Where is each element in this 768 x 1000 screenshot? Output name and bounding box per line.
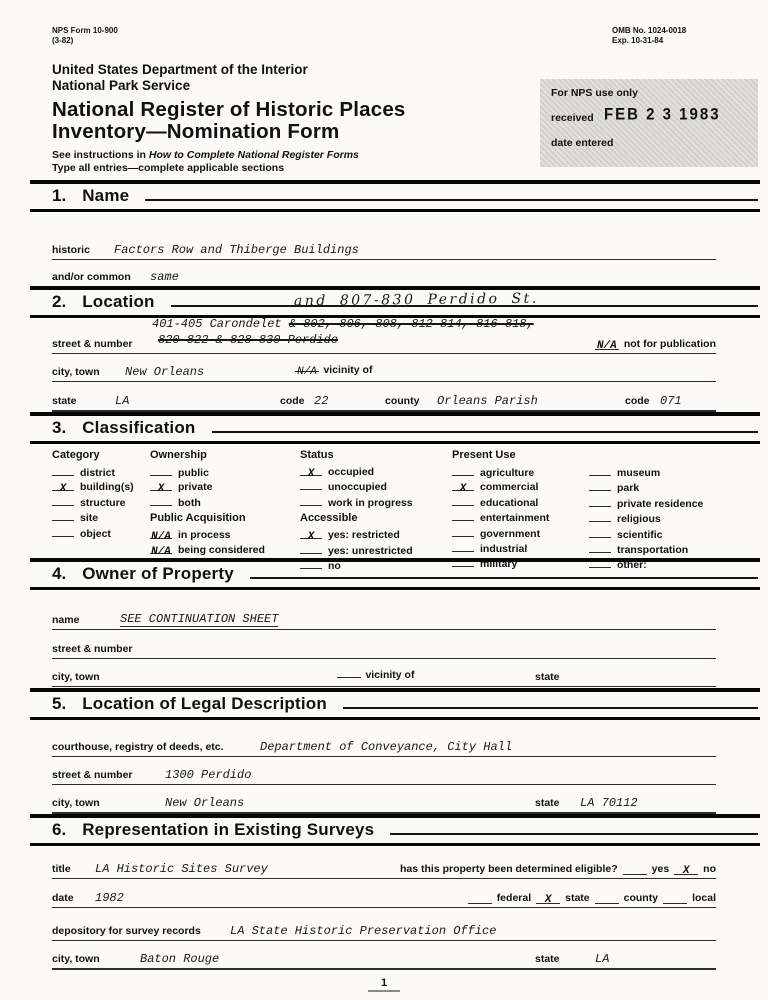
- option-label: private: [178, 481, 213, 494]
- accessible-yes-restricted: [300, 528, 413, 542]
- present-use-title: Present Use: [452, 449, 516, 461]
- heading-rule: [250, 577, 758, 579]
- ownership-public: [150, 465, 265, 480]
- form-number: [52, 26, 118, 46]
- checkbox-blank: [300, 495, 322, 506]
- street-struck-text-1: & 802, 806, 808, 812-814, 816-818,: [288, 317, 534, 331]
- checkbox-blank: [589, 496, 611, 507]
- status-work-in-progress: [300, 495, 413, 510]
- option-label: public: [178, 467, 209, 479]
- checkbox-blank: [150, 543, 172, 558]
- survey-date-label: date: [52, 892, 74, 904]
- status-unoccupied: [300, 479, 413, 494]
- form-title: [52, 99, 406, 143]
- section-1-heading: [30, 180, 760, 212]
- checkbox-blank: [150, 465, 172, 476]
- owner-name-label: name: [52, 614, 80, 626]
- option-label: unoccupied: [328, 481, 387, 494]
- check-mark: X: [59, 483, 67, 496]
- option-label: both: [178, 496, 201, 509]
- depository-value: LA State Historic Preservation Office: [230, 924, 497, 938]
- section-3-number: 3.: [52, 418, 67, 437]
- option-label: private residence: [617, 497, 704, 510]
- department-name: United States Department of the Interior: [52, 62, 308, 77]
- vicinity-mark: N/A: [297, 366, 317, 378]
- checkbox-blank: [589, 542, 611, 553]
- ownership-private: [150, 480, 265, 494]
- page-number: [0, 977, 768, 989]
- use-religious: [589, 511, 703, 526]
- owner-name-value: SEE CONTINUATION SHEET: [120, 612, 279, 626]
- public-acquisition-title: Public Acquisition: [150, 512, 246, 525]
- survey-state-value: LA: [595, 952, 610, 966]
- date-entered-label: date entered: [551, 137, 614, 149]
- omb-line2: Exp. 10-31-84: [612, 36, 664, 45]
- option-label: religious: [617, 513, 661, 526]
- courthouse-value: Department of Conveyance, City Hall: [260, 740, 513, 754]
- legal-state-value: LA 70112: [580, 796, 638, 810]
- page-number-value: 1: [368, 977, 400, 992]
- use-educational: [452, 495, 589, 510]
- section-4-heading: [30, 558, 760, 590]
- legal-city-row: [52, 790, 716, 814]
- state-mark: X: [544, 894, 552, 906]
- status-column: [300, 448, 413, 573]
- use-private-residence: [589, 496, 703, 511]
- state-value: LA: [115, 394, 130, 408]
- instructions-prefix: See instructions in: [52, 149, 149, 161]
- checkbox-blank: [452, 465, 474, 476]
- acquisition-in-process: [150, 528, 265, 542]
- ownership-title: Ownership: [150, 449, 207, 461]
- street-struck-text-2: 820-822 & 828-830 Perdido: [158, 333, 339, 347]
- use-entertainment: [452, 510, 589, 525]
- owner-city-label: city, town: [52, 671, 100, 683]
- historic-label: historic: [52, 244, 90, 256]
- courthouse-row: [52, 734, 716, 757]
- checkbox-blank: [150, 495, 172, 506]
- checkbox-blank: [300, 528, 322, 544]
- section-1-number: 1.: [52, 186, 67, 205]
- option-label: no: [328, 560, 341, 573]
- common-name-value: same: [150, 270, 179, 284]
- ownership-both: [150, 495, 265, 510]
- state-blank: [536, 892, 560, 904]
- state-code-value: 22: [314, 394, 329, 408]
- status-occupied: [300, 465, 413, 479]
- category-object: [52, 526, 134, 541]
- federal-label: federal: [496, 892, 532, 904]
- use-industrial: [452, 541, 589, 556]
- section-6-number: 6.: [52, 820, 67, 839]
- form-number-line1: NPS Form 10-900: [52, 26, 118, 35]
- owner-street-row: [52, 636, 716, 659]
- historic-value: Factors Row and Thiberge Buildings: [114, 243, 359, 257]
- option-label: work in progress: [328, 496, 413, 509]
- agency-block: [52, 62, 308, 94]
- checkbox-blank: [52, 526, 74, 537]
- omb-line1: OMB No. 1024-0018: [612, 26, 687, 35]
- depository-label: depository for survey records: [52, 925, 201, 937]
- option-label: being considered: [178, 543, 265, 556]
- instructions-line2: Type all entries—complete applicable sections: [52, 162, 285, 174]
- section-3-title: Classification: [82, 418, 196, 437]
- county-label: county: [385, 395, 420, 407]
- form-title-line2: Inventory—Nomination Form: [52, 120, 340, 143]
- use-transportation: [589, 542, 703, 557]
- eligible-group: [400, 863, 716, 875]
- section-1-title: Name: [82, 186, 130, 205]
- owner-vicinity-label: vicinity of: [365, 669, 415, 681]
- category-title: Category: [52, 449, 100, 461]
- category-column: [52, 448, 134, 541]
- depository-row: [52, 918, 716, 941]
- owner-vicinity-blank: [337, 666, 361, 678]
- county-code-value: 071: [660, 394, 682, 408]
- instructions-line1: [52, 149, 359, 162]
- eligible-yes-blank: [623, 863, 647, 875]
- checkbox-blank: [589, 527, 611, 538]
- street-number-row: [52, 317, 716, 354]
- option-label: site: [80, 512, 99, 525]
- survey-title-value: LA Historic Sites Survey: [95, 862, 268, 876]
- option-label: museum: [617, 467, 661, 479]
- checkbox-blank: [52, 495, 74, 506]
- city-town-value: New Orleans: [125, 365, 205, 379]
- checkbox-blank: [452, 541, 474, 552]
- use-agriculture: [452, 465, 589, 480]
- common-name-label: and/or common: [52, 271, 131, 283]
- state-label: state: [52, 395, 77, 407]
- section-5-title: Location of Legal Description: [82, 694, 327, 713]
- checkbox-blank: [150, 528, 172, 544]
- checkbox-blank: [452, 480, 474, 496]
- not-for-publication-label: not for publication: [623, 338, 716, 350]
- check-mark: X: [307, 468, 315, 480]
- section-4-title: Owner of Property: [82, 564, 234, 583]
- received-label: received: [551, 112, 594, 124]
- section-4-number: 4.: [52, 564, 67, 583]
- status-title: Status: [300, 449, 334, 461]
- heading-rule: [390, 833, 758, 835]
- county-level-label: county: [623, 892, 659, 904]
- survey-city-row: [52, 946, 716, 970]
- form-number-line2: (3-82): [52, 36, 74, 45]
- section-2-title: Location: [82, 292, 155, 311]
- form-title-line1: National Register of Historic Places: [52, 98, 406, 121]
- option-label: building(s): [80, 481, 134, 494]
- county-blank: [595, 892, 619, 904]
- state-code-label: code: [280, 395, 305, 407]
- checkbox-blank: [52, 480, 74, 496]
- street-kept-text: 401-405 Carondelet: [152, 317, 289, 331]
- owner-city-row: [52, 664, 716, 687]
- local-label: local: [692, 892, 716, 904]
- state-level-label: state: [565, 892, 590, 904]
- checkbox-blank: [589, 511, 611, 522]
- section-3-heading: [30, 412, 760, 444]
- checkbox-blank: [589, 465, 611, 476]
- option-label: district: [80, 467, 116, 479]
- option-label: yes: restricted: [328, 529, 400, 542]
- checkbox-blank: [589, 480, 611, 491]
- not-for-publication-group: [595, 338, 716, 350]
- check-mark: X: [157, 483, 165, 496]
- use-scientific: [589, 527, 703, 542]
- check-mark: X: [459, 483, 467, 496]
- option-label: transportation: [617, 544, 689, 557]
- federal-blank: [468, 892, 492, 904]
- survey-title-label: title: [52, 863, 71, 875]
- owner-name-row: [52, 607, 716, 630]
- acquisition-being-considered: [150, 543, 265, 557]
- legal-city-value: New Orleans: [165, 796, 245, 810]
- vicinity-label: vicinity of: [323, 364, 373, 376]
- check-mark: N/A: [151, 531, 171, 544]
- instructions-booklet-title: How to Complete National Register Forms: [148, 149, 359, 161]
- use-museum: [589, 465, 703, 480]
- category-site: [52, 510, 134, 525]
- agency-name: National Park Service: [52, 78, 191, 93]
- not-for-publication-mark: N/A: [596, 340, 617, 352]
- option-label: educational: [480, 496, 539, 509]
- checkbox-blank: [150, 480, 172, 496]
- checkbox-blank: [452, 495, 474, 506]
- section-6-heading: [30, 814, 760, 846]
- survey-date-value: 1982: [95, 891, 124, 905]
- legal-street-label: street & number: [52, 769, 133, 781]
- ownership-column: [150, 448, 265, 557]
- legal-city-label: city, town: [52, 797, 100, 809]
- survey-city-label: city, town: [52, 953, 100, 965]
- heading-rule: [343, 707, 758, 709]
- option-label: occupied: [328, 466, 375, 478]
- option-label: industrial: [480, 543, 528, 556]
- county-code-label: code: [625, 395, 650, 407]
- heading-rule: [212, 431, 758, 433]
- option-label: in process: [178, 529, 231, 542]
- present-use-col2: [589, 465, 703, 573]
- section-6-title: Representation in Existing Surveys: [82, 820, 375, 839]
- check-mark: X: [307, 531, 315, 544]
- checkbox-blank: [52, 465, 74, 476]
- legal-street-row: [52, 762, 716, 785]
- eligible-question: has this property been determined eligible?: [400, 863, 618, 875]
- heading-rule: [145, 199, 758, 201]
- option-label: park: [617, 482, 640, 495]
- checkbox-blank: [300, 465, 322, 480]
- option-label: entertainment: [480, 512, 550, 525]
- common-name-row: [52, 264, 716, 287]
- option-label: other:: [617, 559, 647, 572]
- owner-vicinity-group: [337, 665, 414, 683]
- use-park: [589, 480, 703, 495]
- option-label: object: [80, 527, 111, 540]
- eligible-yes-label: yes: [651, 863, 670, 875]
- not-for-publication-blank: [595, 338, 619, 350]
- category-district: [52, 465, 134, 480]
- use-government: [452, 526, 589, 541]
- local-blank: [663, 892, 687, 904]
- category-buildings: [52, 480, 134, 494]
- option-label: military: [480, 558, 518, 571]
- accessible-title: Accessible: [300, 512, 358, 525]
- city-town-row: [52, 359, 716, 382]
- survey-state-label: state: [535, 953, 560, 965]
- checkbox-blank: [452, 526, 474, 537]
- handwritten-address-correction: and 807-830 Perdido St.: [293, 290, 539, 310]
- state-county-row: [52, 388, 716, 412]
- courthouse-label: courthouse, registry of deeds, etc.: [52, 741, 224, 753]
- use-commercial: [452, 480, 589, 494]
- city-town-label: city, town: [52, 366, 100, 378]
- street-number-label: street & number: [52, 338, 133, 350]
- eligible-no-mark: X: [682, 865, 690, 877]
- historic-name-row: [52, 237, 716, 260]
- survey-city-value: Baton Rouge: [140, 952, 220, 966]
- nps-use-only-box: [540, 79, 758, 167]
- vicinity-group: [295, 360, 372, 378]
- owner-state-label: state: [535, 671, 560, 683]
- street-number-value-line1: [152, 317, 534, 331]
- survey-title-row: [52, 856, 716, 879]
- option-label: agriculture: [480, 467, 535, 479]
- omb-number: [612, 26, 686, 46]
- legal-street-value: 1300 Perdido: [165, 768, 252, 782]
- section-5-number: 5.: [52, 694, 67, 713]
- present-use-column: [452, 448, 718, 573]
- section-5-heading: [30, 688, 760, 720]
- option-label: commercial: [480, 481, 539, 494]
- checkbox-blank: [300, 543, 322, 554]
- form-instructions: [52, 149, 359, 175]
- vicinity-blank: [295, 360, 319, 378]
- eligible-no-label: no: [703, 863, 716, 875]
- received-date-stamp: FEB 2 3 1983: [604, 105, 721, 124]
- survey-level-group: [468, 892, 716, 904]
- option-label: scientific: [617, 528, 663, 541]
- owner-street-label: street & number: [52, 643, 133, 655]
- survey-date-row: [52, 885, 716, 908]
- checkbox-blank: [52, 510, 74, 521]
- section-2-number: 2.: [52, 292, 67, 311]
- eligible-no-blank: [674, 863, 698, 875]
- check-mark: N/A: [151, 545, 171, 558]
- county-value: Orleans Parish: [437, 394, 538, 408]
- option-label: structure: [80, 496, 126, 509]
- category-structure: [52, 495, 134, 510]
- option-label: government: [480, 527, 541, 540]
- checkbox-blank: [300, 479, 322, 490]
- present-use-col1: [452, 465, 589, 573]
- option-label: yes: unrestricted: [328, 544, 413, 557]
- checkbox-blank: [452, 510, 474, 521]
- accessible-yes-unrestricted: [300, 543, 413, 558]
- legal-state-label: state: [535, 797, 560, 809]
- nps-box-label: For NPS use only: [551, 87, 638, 99]
